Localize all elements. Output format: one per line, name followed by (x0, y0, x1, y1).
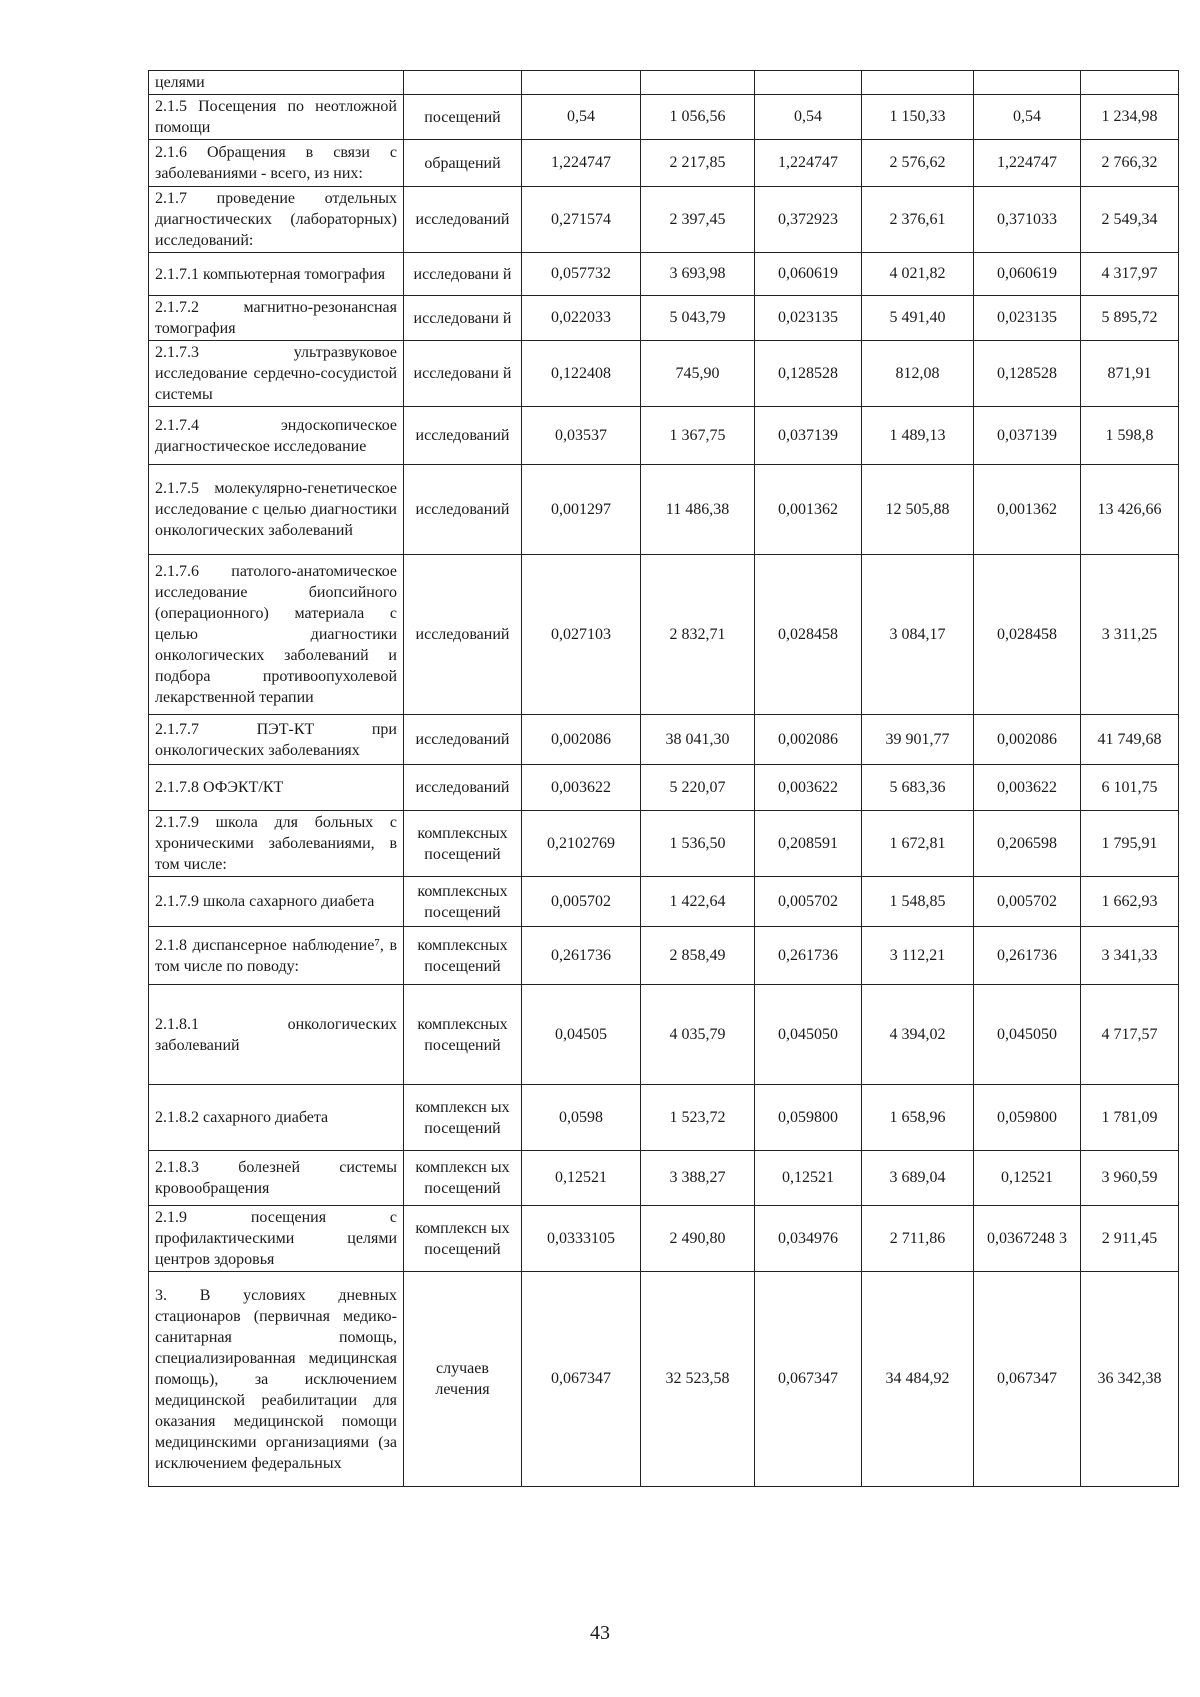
row-value-cell: 1 536,50 (641, 811, 755, 877)
row-value-cell: 3 311,25 (1081, 555, 1179, 715)
row-value-cell: 4 717,57 (1081, 985, 1179, 1085)
row-name-cell: 2.1.7.9 школа сахарного диабета (149, 877, 404, 927)
row-value-cell: 1 523,72 (641, 1085, 755, 1151)
row-value-cell: 0,028458 (755, 555, 862, 715)
row-value-cell: 0,028458 (974, 555, 1081, 715)
row-value-cell: 2 858,49 (641, 927, 755, 985)
table-row (149, 1151, 1179, 1206)
row-value-cell: 0,005702 (522, 877, 641, 927)
row-value-cell: 2 397,45 (641, 187, 755, 253)
row-value-cell: 11 486,38 (641, 465, 755, 555)
row-value-cell: 0,057732 (522, 253, 641, 296)
row-name-cell: 3. В условиях дневных стационаров (первичная медико-санитарная помощь, специализированная медицинская помощь), за исключением медицинской реабилитации для оказания медицинской помощи медицинскими организациями (за исключением федеральных (149, 1272, 404, 1487)
table-row (149, 1272, 1179, 1487)
row-value-cell: 1 548,85 (862, 877, 974, 927)
row-value-cell: 0,12521 (974, 1151, 1081, 1206)
row-name-cell: 2.1.5 Посещения по неотложной помощи (149, 95, 404, 140)
row-name-cell: 2.1.8.1 онкологических заболеваний (149, 985, 404, 1085)
row-value-cell (974, 71, 1081, 95)
row-value-cell: 0,027103 (522, 555, 641, 715)
row-value-cell: 0,067347 (755, 1272, 862, 1487)
row-value-cell: 41 749,68 (1081, 715, 1179, 765)
row-value-cell: 0,037139 (974, 407, 1081, 465)
row-unit-cell: комплексн ых посещений (404, 1151, 522, 1206)
row-unit-cell: комплексных посещений (404, 985, 522, 1085)
row-value-cell: 1 598,8 (1081, 407, 1179, 465)
row-value-cell: 39 901,77 (862, 715, 974, 765)
row-value-cell (522, 71, 641, 95)
row-value-cell: 0,261736 (755, 927, 862, 985)
row-value-cell: 2 911,45 (1081, 1206, 1179, 1272)
row-name-cell: 2.1.9 посещения с профилактическими целями центров здоровья (149, 1206, 404, 1272)
row-value-cell: 3 341,33 (1081, 927, 1179, 985)
row-value-cell: 0,059800 (755, 1085, 862, 1151)
row-unit-cell: исследовани й (404, 341, 522, 407)
row-value-cell: 0,371033 (974, 187, 1081, 253)
row-unit-cell: исследовани й (404, 296, 522, 341)
row-value-cell: 0,128528 (974, 341, 1081, 407)
row-value-cell: 0,12521 (755, 1151, 862, 1206)
row-value-cell: 0,122408 (522, 341, 641, 407)
table-row (149, 927, 1179, 985)
row-value-cell: 0,023135 (755, 296, 862, 341)
row-value-cell: 13 426,66 (1081, 465, 1179, 555)
row-name-cell: 2.1.8.3 болезней системы кровообращения (149, 1151, 404, 1206)
row-value-cell: 0,002086 (522, 715, 641, 765)
row-value-cell: 0,0333105 (522, 1206, 641, 1272)
row-value-cell: 5 220,07 (641, 765, 755, 811)
row-value-cell: 0,002086 (974, 715, 1081, 765)
table-row (149, 95, 1179, 140)
row-value-cell: 0,372923 (755, 187, 862, 253)
table-row (149, 555, 1179, 715)
row-name-cell: 2.1.7.5 молекулярно-генетическое исследование с целью диагностики онкологических заболеваний (149, 465, 404, 555)
row-unit-cell: исследований (404, 187, 522, 253)
table-row (149, 765, 1179, 811)
row-value-cell: 6 101,75 (1081, 765, 1179, 811)
row-unit-cell: комплексных посещений (404, 877, 522, 927)
row-value-cell: 0,067347 (522, 1272, 641, 1487)
row-value-cell: 0,271574 (522, 187, 641, 253)
row-unit-cell: исследований (404, 765, 522, 811)
row-value-cell: 0,037139 (755, 407, 862, 465)
row-value-cell: 0,128528 (755, 341, 862, 407)
row-unit-cell: комплексных посещений (404, 927, 522, 985)
row-value-cell: 38 041,30 (641, 715, 755, 765)
row-value-cell: 0,005702 (755, 877, 862, 927)
table-row (149, 341, 1179, 407)
row-value-cell: 1,224747 (522, 140, 641, 187)
row-value-cell: 0,022033 (522, 296, 641, 341)
row-value-cell: 3 388,27 (641, 1151, 755, 1206)
table-row (149, 877, 1179, 927)
row-name-cell: 2.1.7.7 ПЭТ-КТ при онкологических заболеваниях (149, 715, 404, 765)
table-row (149, 985, 1179, 1085)
row-value-cell: 0,067347 (974, 1272, 1081, 1487)
row-value-cell: 1 489,13 (862, 407, 974, 465)
row-value-cell: 0,001362 (755, 465, 862, 555)
row-value-cell: 0,54 (974, 95, 1081, 140)
table-row (149, 407, 1179, 465)
row-unit-cell (404, 71, 522, 95)
row-value-cell: 0,208591 (755, 811, 862, 877)
row-unit-cell: обращений (404, 140, 522, 187)
table-row (149, 465, 1179, 555)
row-value-cell: 745,90 (641, 341, 755, 407)
table-row (149, 1085, 1179, 1151)
row-value-cell: 1 056,56 (641, 95, 755, 140)
table-body (149, 71, 1179, 1487)
row-value-cell: 2 490,80 (641, 1206, 755, 1272)
row-value-cell: 2 832,71 (641, 555, 755, 715)
row-value-cell: 0,005702 (974, 877, 1081, 927)
row-unit-cell: исследований (404, 715, 522, 765)
row-unit-cell: исследований (404, 465, 522, 555)
row-value-cell: 0,060619 (974, 253, 1081, 296)
row-value-cell (641, 71, 755, 95)
row-value-cell (862, 71, 974, 95)
row-name-cell: 2.1.7.3 ультразвуковое исследование сердечно-сосудистой системы (149, 341, 404, 407)
table-row (149, 71, 1179, 95)
row-unit-cell: комплексных посещений (404, 811, 522, 877)
row-value-cell: 3 112,21 (862, 927, 974, 985)
row-value-cell: 2 376,61 (862, 187, 974, 253)
row-name-cell: 2.1.7.6 патолого-анатомическое исследование биопсийного (операционного) материала с целью диагностики онкологических заболеваний и подбора противоопухолевой лекарственной терапии (149, 555, 404, 715)
row-value-cell (1081, 71, 1179, 95)
row-value-cell: 0,003622 (974, 765, 1081, 811)
row-name-cell: целями (149, 71, 404, 95)
row-value-cell: 0,059800 (974, 1085, 1081, 1151)
row-value-cell: 1 367,75 (641, 407, 755, 465)
row-value-cell: 5 491,40 (862, 296, 974, 341)
row-value-cell: 0,04505 (522, 985, 641, 1085)
row-value-cell: 0,206598 (974, 811, 1081, 877)
row-value-cell: 32 523,58 (641, 1272, 755, 1487)
row-value-cell: 1 658,96 (862, 1085, 974, 1151)
table-row (149, 140, 1179, 187)
row-value-cell: 1 781,09 (1081, 1085, 1179, 1151)
table-row (149, 187, 1179, 253)
row-value-cell: 2 217,85 (641, 140, 755, 187)
row-value-cell: 871,91 (1081, 341, 1179, 407)
row-value-cell: 5 683,36 (862, 765, 974, 811)
row-value-cell: 5 895,72 (1081, 296, 1179, 341)
row-value-cell: 3 693,98 (641, 253, 755, 296)
row-value-cell: 4 021,82 (862, 253, 974, 296)
row-name-cell: 2.1.7 проведение отдельных диагностических (лабораторных) исследований: (149, 187, 404, 253)
row-value-cell: 3 084,17 (862, 555, 974, 715)
row-unit-cell: исследований (404, 407, 522, 465)
row-value-cell: 34 484,92 (862, 1272, 974, 1487)
row-value-cell: 0,045050 (755, 985, 862, 1085)
row-value-cell: 0,034976 (755, 1206, 862, 1272)
row-value-cell: 2 766,32 (1081, 140, 1179, 187)
table-row (149, 253, 1179, 296)
page-number: 43 (590, 1622, 610, 1644)
row-value-cell: 4 394,02 (862, 985, 974, 1085)
row-value-cell (755, 71, 862, 95)
row-value-cell: 0,54 (522, 95, 641, 140)
row-value-cell: 0,0367248 3 (974, 1206, 1081, 1272)
row-unit-cell: исследовани й (404, 253, 522, 296)
row-value-cell: 3 960,59 (1081, 1151, 1179, 1206)
row-value-cell: 0,261736 (522, 927, 641, 985)
row-unit-cell: посещений (404, 95, 522, 140)
row-unit-cell: случаев лечения (404, 1272, 522, 1487)
row-value-cell: 0,54 (755, 95, 862, 140)
row-name-cell: 2.1.7.2 магнитно-резонансная томография (149, 296, 404, 341)
row-unit-cell: исследований (404, 555, 522, 715)
row-name-cell: 2.1.7.8 ОФЭКТ/КТ (149, 765, 404, 811)
row-value-cell: 1 795,91 (1081, 811, 1179, 877)
row-unit-cell: комплексн ых посещений (404, 1085, 522, 1151)
row-value-cell: 0,001297 (522, 465, 641, 555)
row-value-cell: 0,001362 (974, 465, 1081, 555)
table-row (149, 1206, 1179, 1272)
row-name-cell: 2.1.8.2 сахарного диабета (149, 1085, 404, 1151)
row-value-cell: 0,0598 (522, 1085, 641, 1151)
row-value-cell: 0,003622 (755, 765, 862, 811)
row-value-cell: 0,03537 (522, 407, 641, 465)
table-row (149, 811, 1179, 877)
row-name-cell: 2.1.7.9 школа для больных с хроническими заболеваниями, в том числе: (149, 811, 404, 877)
row-value-cell: 5 043,79 (641, 296, 755, 341)
row-value-cell: 0,261736 (974, 927, 1081, 985)
row-name-cell: 2.1.7.4 эндоскопическое диагностическое исследование (149, 407, 404, 465)
row-name-cell: 2.1.6 Обращения в связи с заболеваниями - всего, из них: (149, 140, 404, 187)
table-row (149, 715, 1179, 765)
row-value-cell: 1,224747 (974, 140, 1081, 187)
row-value-cell: 0,003622 (522, 765, 641, 811)
row-value-cell: 4 035,79 (641, 985, 755, 1085)
row-value-cell: 812,08 (862, 341, 974, 407)
row-value-cell: 0,023135 (974, 296, 1081, 341)
row-value-cell: 12 505,88 (862, 465, 974, 555)
row-value-cell: 1 234,98 (1081, 95, 1179, 140)
row-value-cell: 0,002086 (755, 715, 862, 765)
row-unit-cell: комплексн ых посещений (404, 1206, 522, 1272)
row-value-cell: 4 317,97 (1081, 253, 1179, 296)
table-row (149, 296, 1179, 341)
row-value-cell: 3 689,04 (862, 1151, 974, 1206)
row-value-cell: 1,224747 (755, 140, 862, 187)
row-value-cell: 2 576,62 (862, 140, 974, 187)
row-value-cell: 1 422,64 (641, 877, 755, 927)
row-value-cell: 2 549,34 (1081, 187, 1179, 253)
row-value-cell: 0,045050 (974, 985, 1081, 1085)
row-value-cell: 1 672,81 (862, 811, 974, 877)
row-value-cell: 0,060619 (755, 253, 862, 296)
row-value-cell: 0,12521 (522, 1151, 641, 1206)
row-name-cell: 2.1.8 диспансерное наблюдение⁷, в том числе по поводу: (149, 927, 404, 985)
row-name-cell: 2.1.7.1 компьютерная томография (149, 253, 404, 296)
row-value-cell: 2 711,86 (862, 1206, 974, 1272)
row-value-cell: 0,2102769 (522, 811, 641, 877)
row-value-cell: 1 150,33 (862, 95, 974, 140)
row-value-cell: 36 342,38 (1081, 1272, 1179, 1487)
indicators-table (148, 70, 1179, 1487)
row-value-cell: 1 662,93 (1081, 877, 1179, 927)
